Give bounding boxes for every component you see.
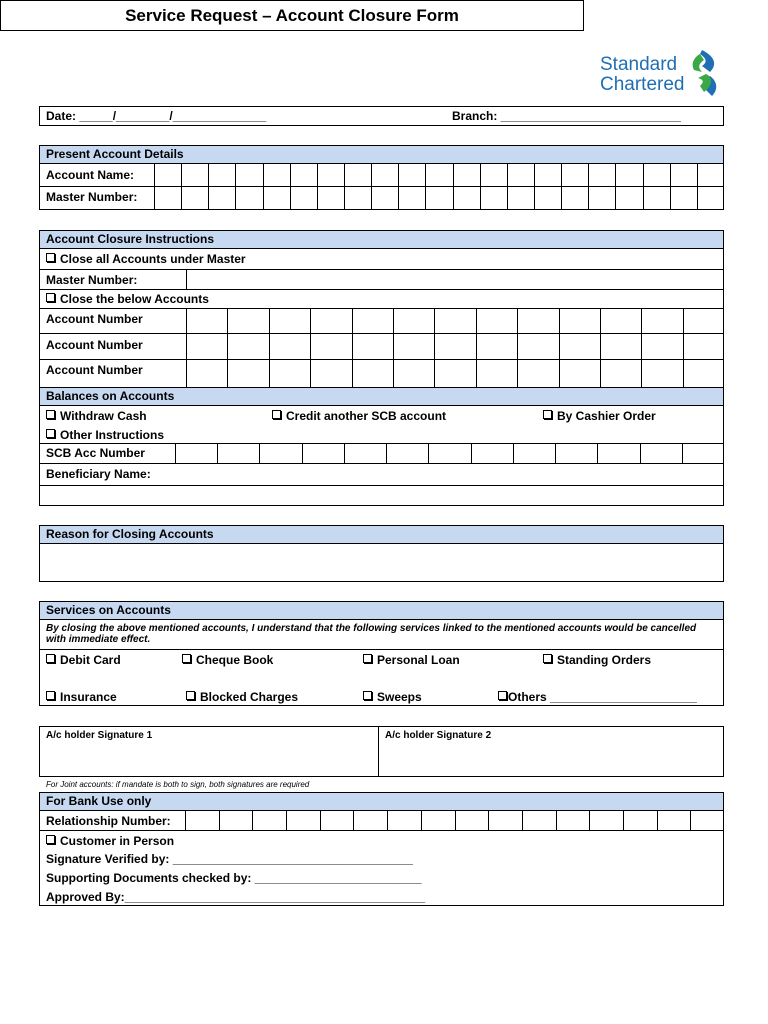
- standing-orders-label: Standing Orders: [557, 653, 652, 667]
- relationship-number-grid[interactable]: [185, 810, 724, 830]
- sweeps-label: Sweeps: [377, 690, 422, 704]
- beneficiary-name-label: Beneficiary Name:: [46, 467, 151, 481]
- signature-1-field[interactable]: [40, 745, 377, 776]
- account-number-label-1: Account Number: [46, 312, 143, 326]
- checkbox-icon[interactable]: [46, 293, 55, 302]
- relationship-number-label: Relationship Number:: [46, 814, 171, 828]
- signature-2-label: A/c holder Signature 2: [385, 730, 492, 741]
- account-number-label-3: Account Number: [46, 363, 143, 377]
- customer-in-person-option[interactable]: [46, 834, 174, 848]
- checkbox-icon[interactable]: [543, 410, 552, 419]
- branch-field[interactable]: Branch: ___________________________: [452, 109, 681, 123]
- services-notice: By closing the above mentioned accounts, I understand that the following services linked to the mentioned accounts would be cancelled with immediate effect.: [46, 623, 697, 645]
- checkbox-icon[interactable]: [46, 654, 55, 663]
- checkbox-icon[interactable]: [46, 691, 55, 700]
- signature-1-label: A/c holder Signature 1: [46, 730, 153, 741]
- checkbox-icon[interactable]: [272, 410, 281, 419]
- cashier-order-option[interactable]: [543, 409, 656, 423]
- credit-scb-option[interactable]: [272, 409, 446, 423]
- withdraw-cash-option[interactable]: [46, 409, 147, 423]
- others-label: Others ______________________: [508, 690, 697, 704]
- account-number-grid[interactable]: [186, 308, 724, 387]
- closure-instructions-header: Account Closure Instructions: [39, 230, 724, 249]
- personal-loan-label: Personal Loan: [377, 653, 460, 667]
- close-all-option[interactable]: [46, 252, 246, 266]
- checkbox-icon[interactable]: [182, 654, 191, 663]
- blocked-charges-label: Blocked Charges: [200, 690, 299, 704]
- checkbox-icon[interactable]: [543, 654, 552, 663]
- reason-field[interactable]: [39, 543, 724, 582]
- others-option[interactable]: [498, 690, 697, 704]
- checkbox-icon[interactable]: [46, 835, 55, 844]
- services-header: Services on Accounts: [39, 601, 724, 620]
- logo-line-2: Chartered: [600, 74, 685, 95]
- present-account-header: Present Account Details: [39, 145, 724, 164]
- personal-loan-option[interactable]: [363, 653, 460, 667]
- close-all-label: Close all Accounts under Master: [60, 252, 246, 266]
- scb-acc-number-grid[interactable]: [175, 443, 724, 463]
- standing-orders-option[interactable]: [543, 653, 651, 667]
- cheque-book-label: Cheque Book: [196, 653, 274, 667]
- insurance-label: Insurance: [60, 690, 117, 704]
- account-name-label: Account Name:: [46, 168, 135, 182]
- logo-line-1: Standard: [600, 54, 678, 75]
- blocked-charges-option[interactable]: [186, 690, 298, 704]
- checkbox-icon[interactable]: [46, 429, 55, 438]
- balances-header: Balances on Accounts: [39, 387, 724, 406]
- checkbox-icon[interactable]: [46, 253, 55, 262]
- credit-scb-label: Credit another SCB account: [286, 409, 447, 423]
- other-instructions-option[interactable]: [46, 428, 164, 442]
- bank-use-header: For Bank Use only: [39, 792, 724, 811]
- other-instructions-label: Other Instructions: [60, 428, 165, 442]
- insurance-option[interactable]: [46, 690, 117, 704]
- signature-2-field[interactable]: [380, 745, 723, 776]
- checkbox-icon[interactable]: [498, 691, 507, 700]
- sweeps-option[interactable]: [363, 690, 422, 704]
- scb-acc-number-label: SCB Acc Number: [46, 446, 145, 460]
- form-title: Service Request – Account Closure Form: [0, 0, 584, 31]
- cashier-order-label: By Cashier Order: [557, 409, 656, 423]
- date-field[interactable]: Date: _____/________/______________: [46, 109, 267, 123]
- withdraw-cash-label: Withdraw Cash: [60, 409, 147, 423]
- close-below-label: Close the below Accounts: [60, 292, 209, 306]
- checkbox-icon[interactable]: [363, 654, 372, 663]
- present-account-grid[interactable]: [154, 163, 724, 210]
- close-below-option[interactable]: [46, 292, 209, 306]
- customer-in-person-label: Customer in Person: [60, 834, 175, 848]
- checkbox-icon[interactable]: [46, 410, 55, 419]
- cheque-book-option[interactable]: [182, 653, 273, 667]
- beneficiary-name-field[interactable]: [40, 486, 723, 505]
- checkbox-icon[interactable]: [363, 691, 372, 700]
- debit-card-option[interactable]: [46, 653, 121, 667]
- joint-accounts-note: For Joint accounts: if mandate is both to sign, both signatures are required: [46, 780, 310, 789]
- reason-header: Reason for Closing Accounts: [39, 525, 724, 544]
- master-number-label: Master Number:: [46, 190, 138, 204]
- supporting-docs-field[interactable]: Supporting Documents checked by: _________________________: [46, 871, 422, 885]
- standard-chartered-logo: [596, 48, 726, 100]
- approved-by-field[interactable]: Approved By:_____________________________________________: [46, 890, 425, 904]
- closure-master-number-label: Master Number:: [46, 273, 138, 287]
- debit-card-label: Debit Card: [60, 653, 121, 667]
- signature-verified-field[interactable]: Signature Verified by: ____________________________________: [46, 852, 413, 866]
- account-number-label-2: Account Number: [46, 338, 143, 352]
- logo-mark-icon: [688, 48, 724, 100]
- checkbox-icon[interactable]: [186, 691, 195, 700]
